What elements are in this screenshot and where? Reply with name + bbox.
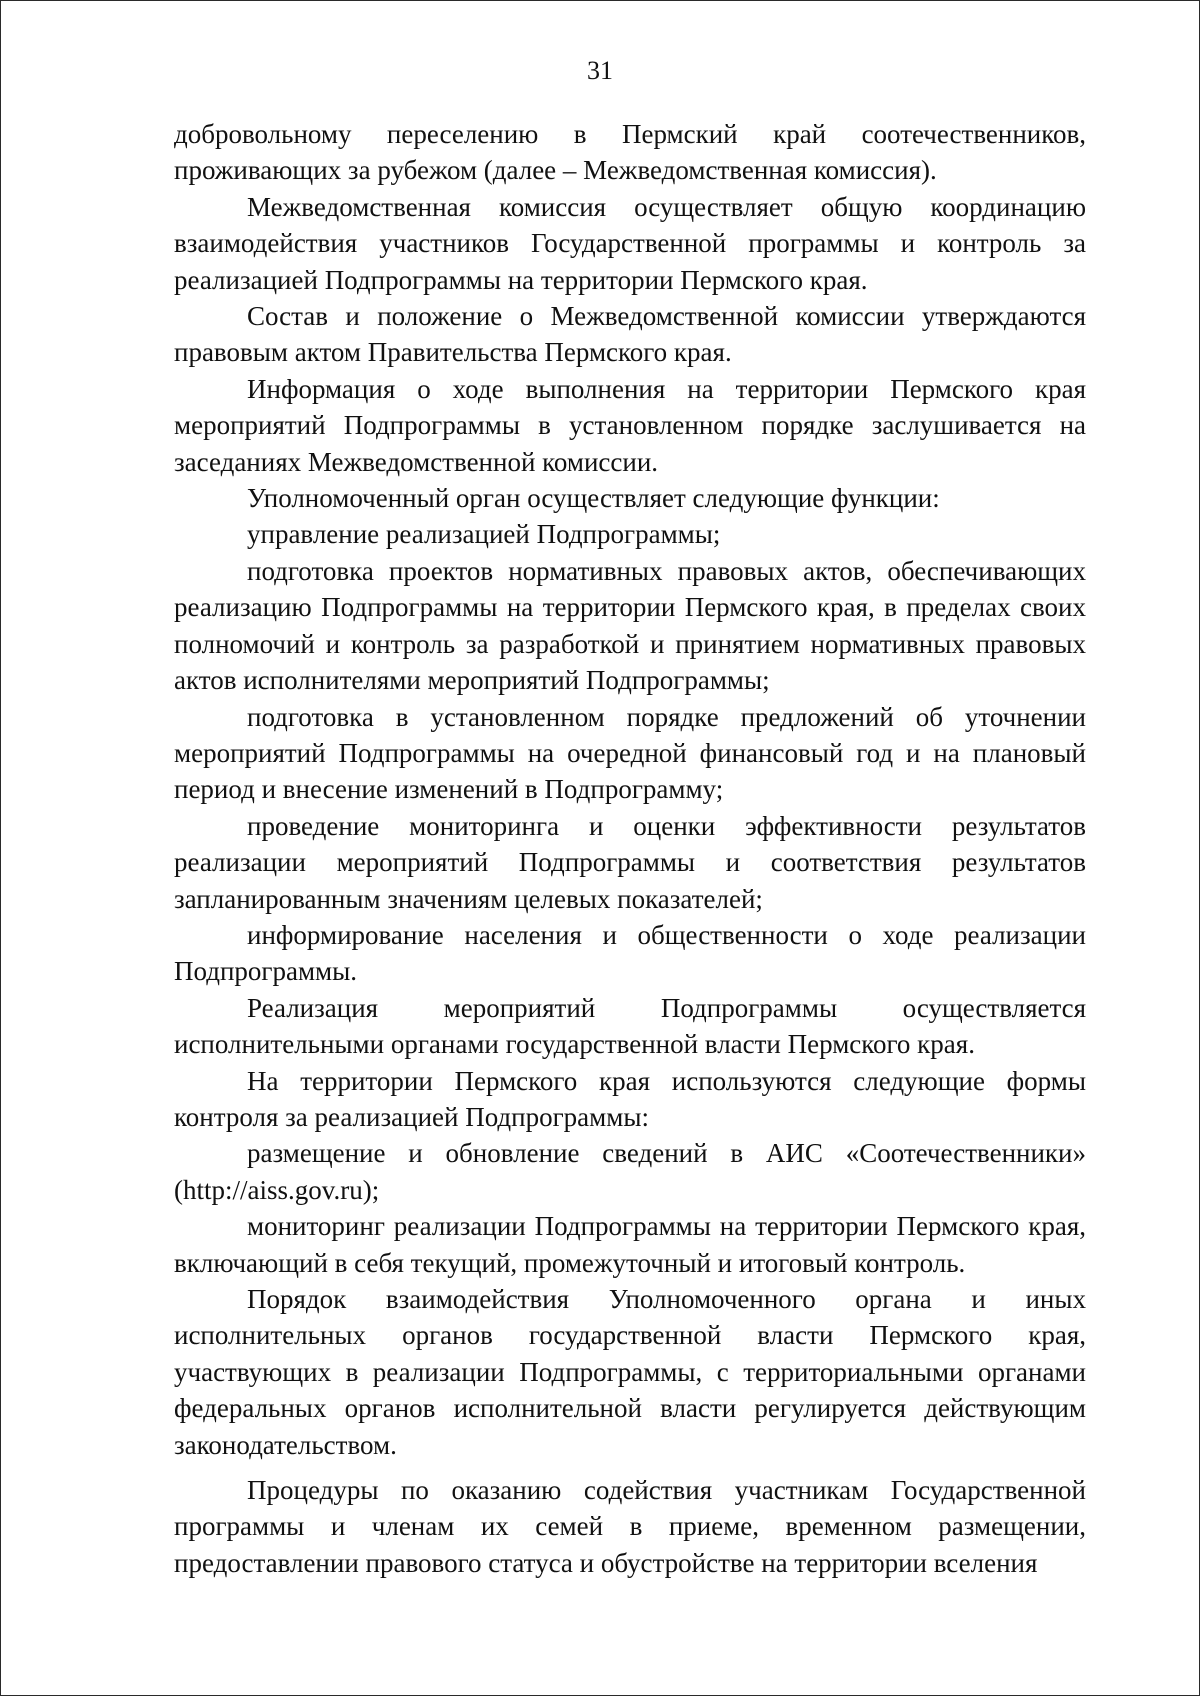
paragraph: Состав и положение о Межведомственной комиссии утверждаются правовым актом Правительства Пермского края. bbox=[174, 301, 1086, 368]
paragraph: информирование населения и общественности о ходе реализации Подпрограммы. bbox=[174, 919, 1086, 987]
paragraph: добровольному переселению в Пермский край соотечественников, проживающих за рубежом (далее – Межведомственная комиссия). bbox=[174, 119, 1086, 186]
document-body bbox=[174, 116, 1086, 1581]
paragraph: На территории Пермского края используются следующие формы контроля за реализацией Подпрограммы: bbox=[174, 1065, 1086, 1132]
paragraph: Процедуры по оказанию содействия участникам Государственной программы и членам их семей в приеме, временном размещении, предоставлении правового статуса и обустройстве на территории вселения bbox=[174, 1475, 1086, 1578]
paragraph: подготовка проектов нормативных правовых актов, обеспечивающих реализацию Подпрограммы на территории Пермского края, в пределах своих полномочий и контроль за разработкой и принятием нормативных правовых актов исполнителями мероприятий Подпрограммы; bbox=[174, 555, 1086, 696]
paragraph: управление реализацией Подпрограммы; bbox=[247, 519, 721, 550]
paragraph: Реализация мероприятий Подпрограммы осуществляется исполнительными органами государственной власти Пермского края. bbox=[174, 992, 1086, 1060]
paragraph: размещение и обновление сведений в АИС «Соотечественники» (http://aiss.gov.ru); bbox=[174, 1138, 1086, 1205]
paragraph: Информация о ходе выполнения на территории Пермского края мероприятий Подпрограммы в установленном порядке заслушивается на заседаниях Межведомственной комиссии. bbox=[174, 373, 1086, 477]
paragraph: подготовка в установленном порядке предложений об уточнении мероприятий Подпрограммы на очередной финансовый год и на плановый период и внесение изменений в Подпрограмму; bbox=[174, 701, 1086, 805]
page-number: 31 bbox=[587, 56, 613, 85]
paragraph: Порядок взаимодействия Уполномоченного органа и иных исполнительных органов государственной власти Пермского края, участвующих в реализации Подпрограммы, с территориальными органами федеральных органов исполнительной власти регулируется действующим законодательством. bbox=[174, 1284, 1086, 1460]
paragraph: Межведомственная комиссия осуществляет общую координацию взаимодействия участников Государственной программы и контроль за реализацией Подпрограммы на территории Пермского края. bbox=[174, 191, 1086, 295]
paragraph: мониторинг реализации Подпрограммы на территории Пермского края, включающий в себя текущий, промежуточный и итоговый контроль. bbox=[174, 1211, 1086, 1278]
paragraph: проведение мониторинга и оценки эффективности результатов реализации мероприятий Подпрограммы и соответствия результатов запланированным значениям целевых показателей; bbox=[174, 810, 1086, 914]
paragraph: Уполномоченный орган осуществляет следующие функции: bbox=[247, 483, 940, 514]
